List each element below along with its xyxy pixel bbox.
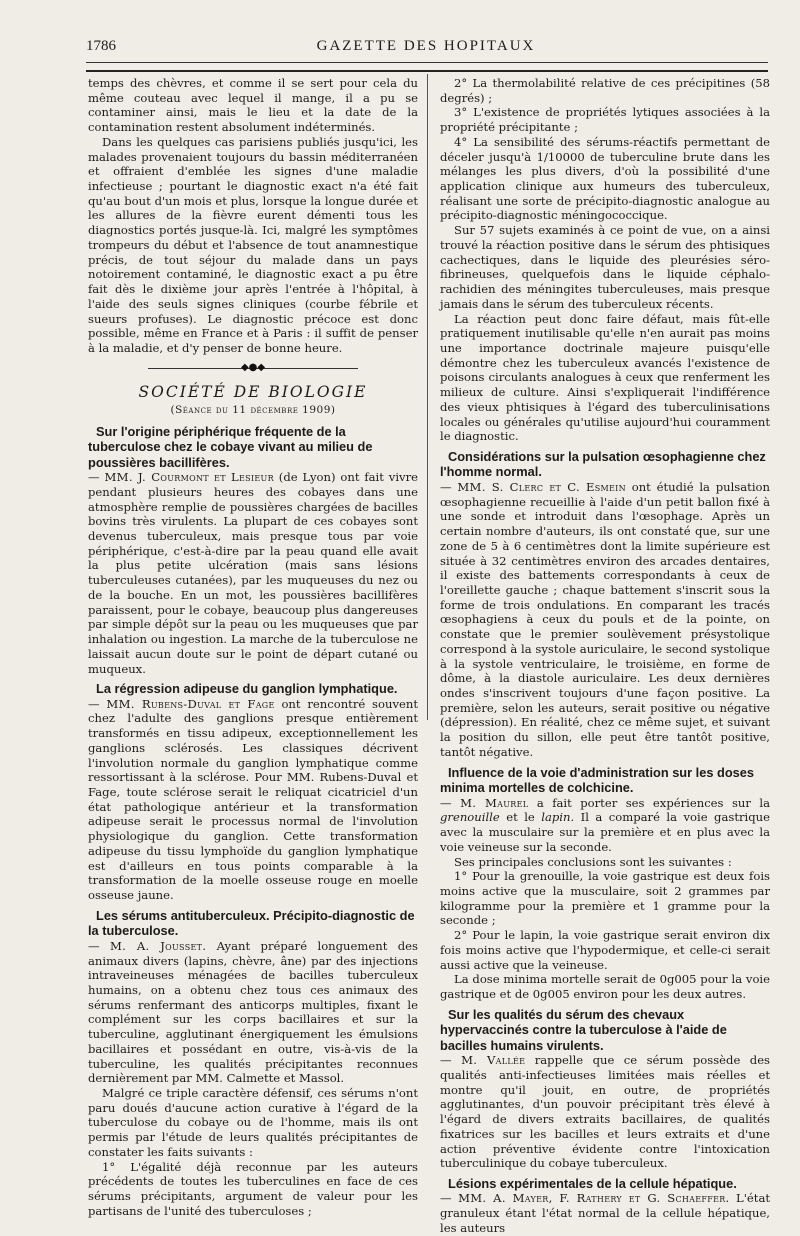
s4-body: — MM. S. Clerc et C. Esmein ont étudié la pulsation œsophagienne recueillie à l'aide d'un petit ballon fixé à une sonde et introduit dans l'œsophage. Après un certain nombre d'auteurs, ils ont constaté que, sur une zone de 5 à 6 centimètres dont la limite supérieure est située à 32 centimètres environ des arcades dentaires, il existe des battements correspondants à ceux de l'oreillette gauche ; chaque battement s'inscrit sous la forme de trois ondulations. En comparant les tracés œsophagiens à ceux du pouls et de la pointe, on constate que le premier soulèvement présystolique correspond à la systole auriculaire, le second systolique à la systole ventriculaire, le troisième, en forme de dôme, à la diastole auriculaire. Les deux dernières ondes s'inscrivent toujours d'une façon positive. La première, selon les auteurs, serait positive ou négative (dépression). En réalité, chez ce même sujet, et suivant la position du sillon, elle peut être tantôt positive, tantôt négative. [440,479,770,759]
society-title: SOCIÉTÉ DE BIOLOGIE [138,382,368,401]
s1-authors: MM. J. Courmont et Lesieur [104,470,274,485]
s6-title: Sur les qualités du sérum des chevaux hypervaccinés contre la tuberculose à l'aide de bacilles humains virulents. [440,1006,727,1053]
s4-text: ont étudié la pulsation œsophagienne recueillie à l'aide d'un petit ballon fixé à une sonde et introduit dans l'œsophage. Après un certain nombre d'auteurs, ils ont constaté que, sur une zone de 5 à 6 centimètres dont la limite supérieure est située à 32 centimètres environ des arcades dentaires, il existe des battements correspondants à ceux de l'oreillette gauche ; chaque battement s'inscrit sous la forme de trois ondulations. En comparant les tracés œsophagiens à ceux du pouls et de la pointe, on constate que le premier soulèvement présystolique correspond à la systole auriculaire, le second systolique à la systole ventriculaire, le troisième, en forme de dôme, à la diastole auriculaire. Les deux dernières ondes s'inscrivent toujours d'une façon positive. La première, selon les auteurs, serait positive ou négative (dépression). En réalité, chez ce même sujet, et suivant la position du sillon, elle peut être tantôt positive, tantôt négative. [440,479,770,759]
s5-rabbit: lapin. [541,810,575,825]
s3-paragraph-2: Malgré ce triple caractère défensif, ces sérums n'ont paru doués d'aucune action curative à l'égard de la tuberculose du cobaye ou de l'homme, mais ils ont permis par l'étude de leurs qualités précipitantes de constater les faits suivants : [88,1085,418,1159]
journal-title: GAZETTE DES HOPITAUX [316,38,536,54]
s1-body: — MM. J. Courmont et Lesieur (de Lyon) ont fait vivre pendant plusieurs heures des cobayes dans une atmosphère remplie de poussières chargées de bacilles bovins très virulents. La plupart de ces cobayes sont devenus tuberculeux, mais presque tous par voie périphérique, c'est-à-dire par la peau quand elle avait la plus petite ulcération (mais sans lésions tuberculeuses cutanées), par les muqueuses du nez ou de la bouche. En un mot, les poussières bacillifères paraissent, pour le cobaye, beaucoup plus dangereuses par simple dépôt sur la peau ou les muqueuses que par inhalation ou ingestion. La marche de la tuberculose ne laissait aucun doute sur le point de départ cutané ou muqueux. [88,470,419,676]
section-separator [88,356,418,380]
page-header [86,38,766,58]
column-separator [427,74,428,720]
s7-authors: MM. A. Mayer, F. Rathery et G. Schaeffer. [458,1191,730,1206]
s3-item-3: 3° L'existence de propriétés lytiques associées à la propriété précipitante ; [440,105,770,135]
s1-text: (de Lyon) ont fait vivre pendant plusieurs heures des cobayes dans une atmosphère remplie de poussières chargées de bacilles bovins très virulents. La plupart de ces cobayes sont devenus tuberculeux, mais presque tous par voie périphérique, c'est-à-dire par la peau quand elle avait la plus petite ulcération (mais sans lésions tuberculeuses cutanées), par les muqueuses du nez ou de la bouche. En un mot, les poussières bacillifères paraissent, pour le cobaye, beaucoup plus dangereuses par simple dépôt sur la peau ou les muqueuses que par inhalation ou ingestion. La marche de la tuberculose ne laissait aucun doute sur le point de départ cutané ou muqueux. [88,470,419,676]
right-column [440,76,770,1236]
session-date: (Séance du 11 décembre 1909) [170,403,336,416]
s3-text: Ayant préparé longuement des animaux divers (lapins, chèvre, âne) par des injections intraveineuses ménagées de bacilles tuberculeux humains, on a obtenu chez tous ces animaux des sérums renfermant des anticorps multiples, fixant le complément sur les corps bacillaires et sur la tuberculine, agglutinant énergiquement les émulsions bacillaires et possédant en outre, vis-à-vis de la tuberculine, les qualités précipitantes reconnues dernièrement par MM. Calmette et Massol. [88,938,418,1086]
s5-item-2: 2° Pour le lapin, la voie gastrique serait environ dix fois moins active que l'hypodermique, et celle-ci serait aussi active que la veineuse. [440,928,770,972]
s2-title: La régression adipeuse du ganglion lymphatique. [96,681,398,697]
ornament-icon: ◆●◆ [240,361,266,373]
s5-text-b: Il a comparé la voie gastrique avec la musculaire sur la première et en plus avec la voie veineuse sur la seconde. [440,810,770,854]
s5-body: — M. Maurel a fait porter ses expériences sur la grenouille et le lapin. Il a comparé la voie gastrique avec la musculaire sur la première et en plus avec la voie veineuse sur la seconde. [440,795,770,854]
intro-paragraph-2: Dans les quelques cas parisiens publiés jusqu'ici, les malades provenaient toujours du bassin méditerranéen et offraient d'emblée les signes d'une maladie infectieuse ; pourtant le diagnostic exact n'a été fait qu'au bout d'un mois et plus, lorsque la longue durée et les allures de la fièvre eurent démenti tous les diagnostics portés jusque-là. Ici, malgré les symptômes trompeurs du début et l'absence de tout anamnestique précis, de tout séjour du malade dans un pays notoirement contaminé, le diagnostic exact a pu être fait dès le dixième jour après l'entrée à l'hôpital, à l'aide des seuls signes cliniques (courbe fébrile et sueurs profuses). Le diagnostic précoce est donc possible, même en France et à Paris : il suffit de penser à la maladie, et d'y penser de bonne heure. [88,134,418,355]
s6-body: — M. Vallée rappelle que ce sérum possède des qualités anti-infectieuses limitées mais réelles et montre qu'il jouit, en outre, de propriétés agglutinantes, d'un pouvoir précipitant très élevé à l'égard de divers extraits bacillaires, de qualités fixatrices sur les bacilles et leurs extraits et d'une action préventive évidente contre l'intoxication tuberculinique du cobaye tuberculeux. [440,1053,771,1171]
s6-text: rappelle que ce sérum possède des qualités anti-infectieuses limitées mais réelles et montre qu'il jouit, en outre, de propriétés agglutinantes, d'un pouvoir précipitant très élevé à l'égard de divers extraits bacillaires, de qualités fixatrices sur les bacilles et leurs extraits et d'une action préventive évidente contre l'intoxication tuberculinique du cobaye tuberculeux. [440,1053,771,1171]
s7-text: L'état granuleux étant l'état normal de la cellule hépatique, les auteurs [440,1191,771,1235]
s5-paragraph-2: Ses principales conclusions sont les suivantes : [454,854,732,869]
s5-authors: M. Maurel [460,795,529,810]
s2-authors: MM. Rubens-Duval et Fage [106,696,275,711]
header-rule-thick [86,70,768,72]
s5-text-a: a fait porter ses expériences sur la [536,795,770,810]
intro-paragraph-1: temps des chèvres, et comme il se sert pour cela du même couteau avec lequel il mange, il a pu se contaminer ainsi, mais le lieu et la date de la contamination restent absolument indéterminés. [88,76,418,135]
page-number: 1786 [86,38,116,54]
s4-title: Considérations sur la pulsation œsophagienne chez l'homme normal. [440,448,766,480]
s7-body: — MM. A. Mayer, F. Rathery et G. Schaeffer. L'état granuleux étant l'état normal de la cellule hépatique, les auteurs [440,1191,771,1235]
left-column [88,76,418,1218]
s4-authors: MM. S. Clerc et C. Esmein [457,479,626,494]
s2-body: — MM. Rubens-Duval et Fage ont rencontré souvent chez l'adulte des ganglions presque entièrement transformés en tissu adipeux, exceptionnellement les ganglions sclérosés. Les classiques décrivent l'involution normale du ganglion lymphatique comme ressortissant à la sclérose. Pour MM. Rubens-Duval et Fage, toute sclérose serait le reliquat cicatriciel d'un état pathologique antérieur et la transformation adipeuse serait le processus normal de l'involution physiologique du ganglion. Cette transformation adipeuse du tissu lymphoïde du ganglion lymphatique est d'ailleurs en tous points comparable à la transformation de la moelle osseuse rouge en moelle osseuse jaune. [88,696,418,903]
s3-paragraph-reaction: La réaction peut donc faire défaut, mais fût-elle pratiquement inutilisable qu'elle n'en aurait pas moins une importance doctrinale majeure puisqu'elle démontre chez les tuberculeux avancés l'existence de poisons circulants analogues à ceux que renferment les milieux de culture. Ainsi s'expliquerait l'indifférence des vieux phtisiques à l'égard des tuberculinisations locales ou générales qu'utilise aujourd'hui couramment le diagnostic. [440,311,770,444]
s2-text: ont rencontré souvent chez l'adulte des ganglions presque entièrement transformés en tissu adipeux, exceptionnellement les ganglions sclérosés. Les classiques décrivent l'involution normale du ganglion lymphatique comme ressortissant à la sclérose. Pour MM. Rubens-Duval et Fage, toute sclérose serait le reliquat cicatriciel d'un état pathologique antérieur et la transformation adipeuse serait le processus normal de l'involution physiologique du ganglion. Cette transformation adipeuse du tissu lymphoïde du ganglion lymphatique est d'ailleurs en tous points comparable à la transformation de la moelle osseuse rouge en moelle osseuse jaune. [88,696,418,903]
s3-body: — M. A. Jousset. Ayant préparé longuement des animaux divers (lapins, chèvre, âne) par des injections intraveineuses ménagées de bacilles tuberculeux humains, on a obtenu chez tous ces animaux des sérums renfermant des anticorps multiples, fixant le complément sur les corps bacillaires et sur la tuberculine, agglutinant énergiquement les émulsions bacillaires et possédant en outre, vis-à-vis de la tuberculine, les qualités précipitantes reconnues dernièrement par MM. Calmette et Massol. [88,938,418,1086]
s5-and: et le [506,810,535,825]
s5-title: Influence de la voie d'administration sur les doses minima mortelles de colchicine. [440,764,754,796]
s5-frog: grenouille [440,810,500,825]
header-rule-thin [86,62,768,63]
s7-title: Lésions expérimentales de la cellule hépatique. [448,1175,737,1191]
s1-title: Sur l'origine périphérique fréquente de la tuberculose chez le cobaye vivant au milieu de poussières bacillifères. [88,423,373,470]
s3-authors: M. A. Jousset. [110,938,207,953]
s3-title: Les sérums antituberculeux. Précipito-diagnostic de la tuberculose. [88,907,415,939]
s3-item-2: 2° La thermolabilité relative de ces précipitines (58 degrés) ; [440,76,770,105]
s5-paragraph-3: La dose minima mortelle serait de 0g005 pour la voie gastrique et de 0g005 environ pour les deux autres. [440,972,770,1001]
s3-item-1: 1° L'égalité déjà reconnue par les auteurs précédents de toutes les tuberculines en face de ces sérums précipitants, argument de valeur pour les partisans de l'unité des tuberculoses ; [88,1159,418,1218]
s5-item-1: 1° Pour la grenouille, la voie gastrique est deux fois moins active que la musculaire, soit 2 grammes par kilogramme pour la première et 1 gramme pour la seconde ; [440,869,770,928]
s3-item-4: 4° La sensibilité des sérums-réactifs permettant de déceler jusqu'à 1/10000 de tuberculine brute dans les mélanges les plus divers, d'où la possibilité d'une application clinique aux humeurs des tuberculeux, réalisant une sorte de précipito-diagnostic analogue au précipito-diagnostic méningococcique. [440,134,770,223]
s3-paragraph-57: Sur 57 sujets examinés à ce point de vue, on a ainsi trouvé la réaction positive dans le sérum des phtisiques cachectiques, dans le liquide des pleurésies séro-fibrineuses, quelquefois dans le liquide céphalo-rachidien des méningites tuberculeuses, mais presque jamais dans le sérum des tuberculeux récents. [440,223,770,311]
s6-authors: M. Vallée [461,1053,526,1068]
